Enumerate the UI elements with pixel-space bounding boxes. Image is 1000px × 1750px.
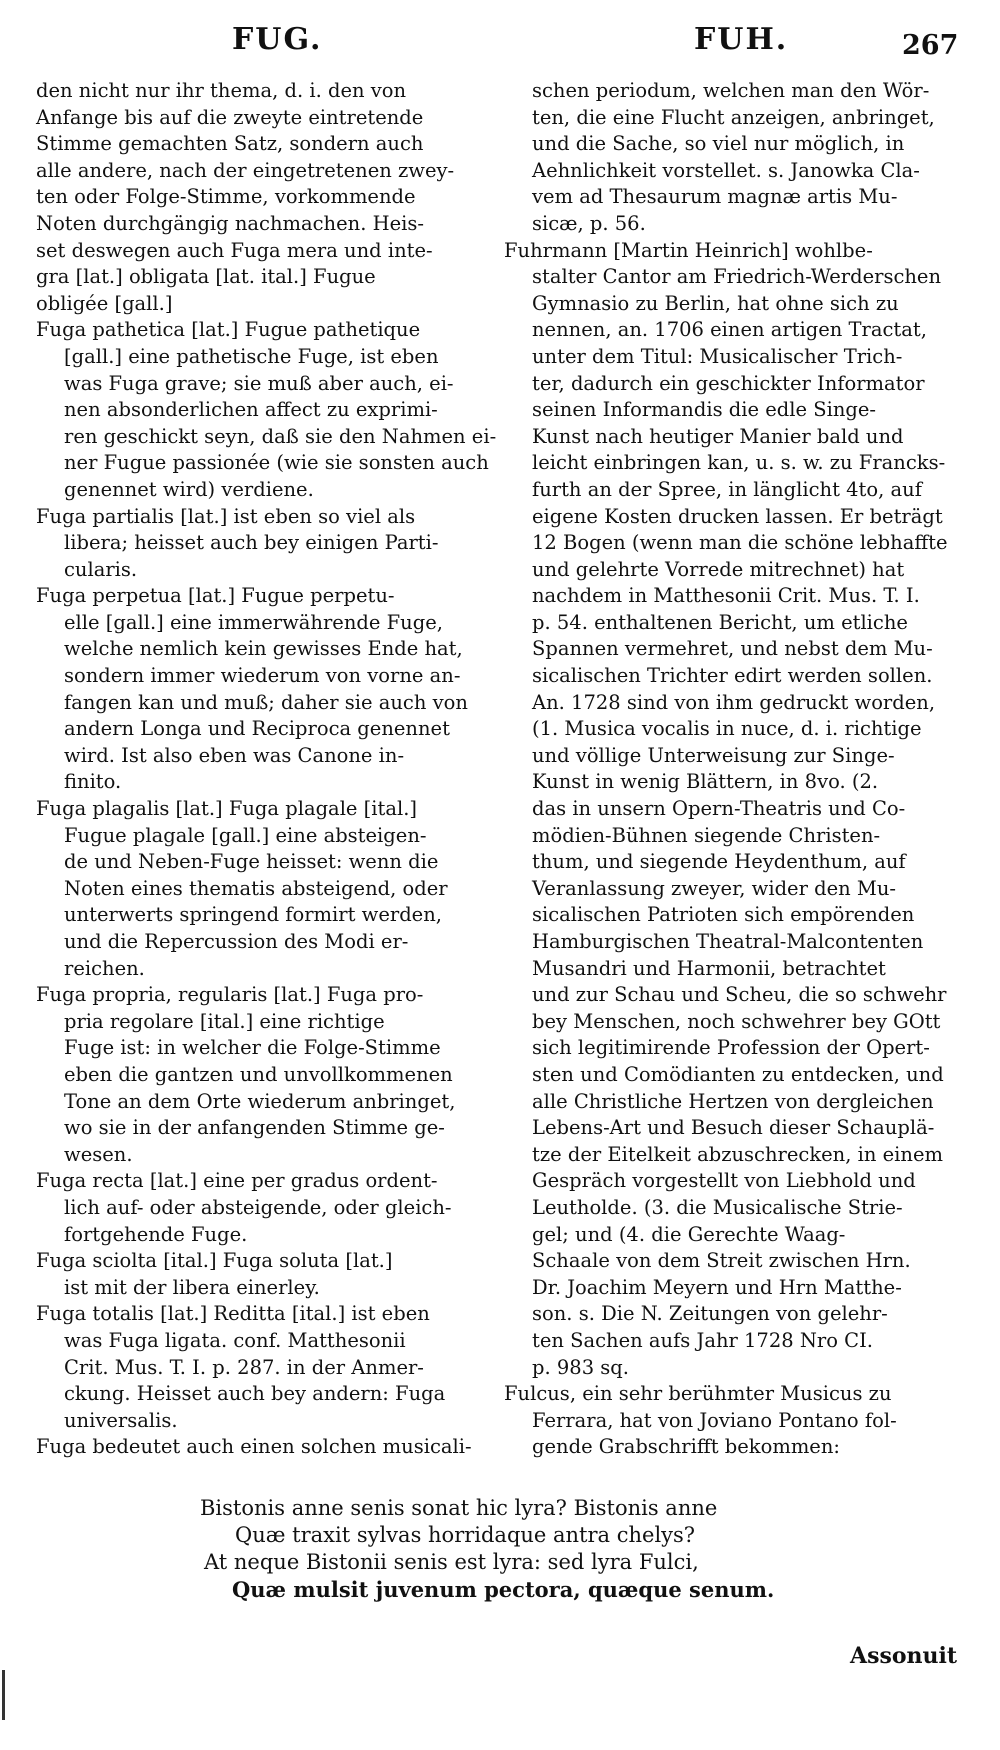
- text-line: Kunst nach heutiger Manier bald und: [532, 424, 904, 448]
- text-line: cularis.: [64, 557, 138, 581]
- text-line: [gall.] eine pathetische Fuge, ist eben: [64, 344, 439, 368]
- entry-continuation: [36, 78, 484, 317]
- text-line: fortgehende Fuge.: [64, 1222, 248, 1246]
- text-line: wesen.: [64, 1142, 133, 1166]
- text-line: eigene Kosten drucken lassen. Er beträgt: [532, 504, 943, 528]
- text-line: unterwerts springend formirt werden,: [64, 903, 442, 927]
- text-line: was Fuga grave; sie muß aber auch, ei-: [64, 371, 454, 395]
- entry-headword-line: Fuga plagalis [lat.] Fuga plagale [ital.]: [36, 797, 418, 821]
- text-line: ren geschickt seyn, daß sie den Nahmen ei-: [64, 424, 497, 448]
- text-line: alle andere, nach der eingetretenen zwey-: [36, 158, 455, 182]
- entry-headword-line: Fuga perpetua [lat.] Fugue perpetu-: [36, 584, 395, 608]
- text-line: de und Neben-Fuge heisset: wenn die: [64, 850, 439, 874]
- text-line: Noten eines thematis absteigend, oder: [64, 876, 448, 900]
- text-line: son. s. Die N. Zeitungen von gelehr-: [532, 1302, 888, 1326]
- binding-edge-mark: [2, 1670, 5, 1720]
- text-line: ter, dadurch ein geschickter Informator: [532, 371, 925, 395]
- catchword: Assonuit: [850, 1643, 958, 1669]
- text-line: andern Longa und Reciproca genennet: [64, 717, 450, 741]
- entry-headword-line: Fuga recta [lat.] eine per gradus ordent-: [36, 1169, 438, 1193]
- entry-headword-line: Fuga propria, regularis [lat.] Fuga pro-: [36, 983, 424, 1007]
- text-line: Spannen vermehret, und nebst dem Mu-: [532, 637, 933, 661]
- text-line: p. 54. enthaltenen Bericht, um etliche: [532, 610, 908, 634]
- text-line: Veranlassung zweyer, wider den Mu-: [532, 876, 897, 900]
- text-line: p. 983 sq.: [532, 1355, 629, 1379]
- text-line: schen periodum, welchen man den Wör-: [532, 79, 930, 102]
- text-line: sten und Comödianten zu entdecken, und: [532, 1062, 944, 1086]
- entry-headword-line: Fuhrmann [Martin Heinrich] wohlbe-: [504, 238, 873, 262]
- text-line: furth an der Spree, in länglicht 4to, auf: [532, 477, 922, 501]
- text-line: welche nemlich kein gewisses Ende hat,: [64, 637, 463, 661]
- entry-fuga-plagalis: [36, 796, 484, 982]
- text-line: ner Fugue passionée (wie sie sonsten auch: [64, 451, 489, 475]
- text-line: libera; heisset auch bey einigen Parti-: [64, 531, 439, 555]
- text-line: gra [lat.] obligata [lat. ital.] Fugue: [36, 265, 376, 289]
- text-line: und völlige Unterweisung zur Singe-: [532, 743, 895, 767]
- entry-headword-line: Fulcus, ein sehr berühmter Musicus zu: [504, 1382, 892, 1406]
- text-line: finito.: [64, 770, 122, 794]
- text-line: und zur Schau und Scheu, die so schwehr: [532, 983, 947, 1007]
- text-line: wo sie in der anfangenden Stimme ge-: [64, 1116, 445, 1140]
- entry-headword-line: Fuga bedeutet auch einen solchen musicali-: [36, 1435, 472, 1459]
- text-line: An. 1728 sind von ihm gedruckt worden,: [532, 690, 936, 714]
- text-line: mödien-Bühnen siegende Christen-: [532, 823, 881, 847]
- entry-fuga-partialis: [36, 504, 484, 584]
- text-line: Kunst in wenig Blättern, in 8vo. (2.: [532, 770, 879, 794]
- text-line: gende Grabschrifft bekommen:: [532, 1435, 840, 1459]
- text-line: elle [gall.] eine immerwährende Fuge,: [64, 610, 443, 634]
- text-line: Fuge ist: in welcher die Folge-Stimme: [64, 1036, 441, 1060]
- text-line: Ferrara, hat von Joviano Pontano fol-: [532, 1408, 897, 1432]
- left-column: [36, 78, 497, 1461]
- text-line: Tone an dem Orte wiederum anbringet,: [64, 1089, 456, 1113]
- text-line: Leutholde. (3. die Musicalische Strie-: [532, 1195, 903, 1219]
- right-column: [504, 78, 954, 1461]
- text-line: alle Christliche Hertzen von dergleichen: [532, 1089, 934, 1113]
- text-line: tze der Eitelkeit abzuschrecken, in einem: [532, 1142, 943, 1166]
- text-line: eben die gantzen und unvollkommenen: [64, 1062, 453, 1086]
- text-line: sicalischen Patrioten sich empörenden: [532, 903, 915, 927]
- text-line: ist mit der libera einerley.: [64, 1275, 320, 1299]
- text-line: ckung. Heisset auch bey andern: Fuga: [64, 1382, 446, 1406]
- text-line: bey Menschen, noch schwehrer bey GOtt: [532, 1009, 941, 1033]
- entry-fuga-propria: [36, 982, 484, 1168]
- text-line: thum, und siegende Heydenthum, auf: [532, 850, 906, 874]
- entry-fuga-recta: [36, 1168, 484, 1248]
- text-line: gel; und (4. die Gerechte Waag-: [532, 1222, 846, 1246]
- text-line: (1. Musica vocalis in nuce, d. i. richtige: [532, 717, 922, 741]
- text-line: nennen, an. 1706 einen artigen Tractat,: [532, 318, 927, 342]
- entry-headword-line: Fuga pathetica [lat.] Fugue pathetique: [36, 318, 421, 342]
- running-head-left: FUG.: [232, 22, 323, 57]
- entry-fuhrmann: [504, 238, 954, 1382]
- text-line: stalter Cantor am Friedrich-Werderschen: [532, 265, 942, 289]
- text-line: universalis.: [64, 1408, 178, 1432]
- entry-fuga-totalis: [36, 1301, 484, 1434]
- text-line: seinen Informandis die edle Singe-: [532, 398, 877, 422]
- text-line: das in unsern Opern-Theatris und Co-: [532, 797, 906, 821]
- text-line: set deswegen auch Fuga mera und inte-: [36, 238, 433, 262]
- entry-fuga-pathetica: [36, 317, 497, 503]
- entry-fuga-perpetua: [36, 583, 484, 796]
- text-line: Crit. Mus. T. I. p. 287. in der Anmer-: [64, 1355, 424, 1379]
- text-line: und die Repercussion des Modi er-: [64, 930, 409, 953]
- text-line: Gespräch vorgestellt von Liebhold und: [532, 1169, 916, 1193]
- text-line: sicæ, p. 56.: [532, 211, 646, 235]
- text-line: Lebens-Art und Besuch dieser Schauplä-: [532, 1116, 935, 1140]
- text-line: vem ad Thesaurum magnæ artis Mu-: [532, 185, 898, 209]
- text-line: genennet wird) verdiene.: [64, 477, 314, 501]
- text-line: reichen.: [64, 956, 145, 980]
- text-line: ten, die eine Flucht anzeigen, anbringet,: [532, 105, 935, 129]
- page-number: 267: [902, 30, 959, 61]
- text-line: sondern immer wiederum von vorne an-: [64, 664, 461, 688]
- text-line: fangen kan und muß; daher sie auch von: [64, 690, 468, 714]
- entry-fuga-sciolta: [36, 1248, 484, 1301]
- poem-line: At neque Bistonii senis est lyra: sed lyra Fulci,: [204, 1550, 699, 1574]
- text-line: und die Sache, so viel nur möglich, in: [532, 132, 905, 156]
- poem-line: Bistonis anne senis sonat hic lyra? Bistonis anne: [200, 1496, 718, 1520]
- text-line: leicht einbringen kan, u. s. w. zu Francks-: [532, 451, 946, 475]
- text-line: obligée [gall.]: [36, 291, 173, 315]
- text-line: Schaale von dem Streit zwischen Hrn.: [532, 1249, 911, 1273]
- text-line: unter dem Titul: Musicalischer Trich-: [532, 344, 903, 368]
- poem-line: Quæ mulsit juvenum pectora, quæque senum.: [232, 1577, 775, 1602]
- poem-line: Quæ traxit sylvas horridaque antra chelys?: [235, 1523, 696, 1547]
- text-line: wird. Ist also eben was Canone in-: [64, 743, 405, 767]
- text-line: Hamburgischen Theatral-Malcontenten: [532, 930, 924, 953]
- entry-fulcus: [504, 1381, 954, 1461]
- text-line: nachdem in Matthesonii Crit. Mus. T. I.: [532, 584, 920, 608]
- text-line: Aehnlichkeit vorstellet. s. Janowka Cla-: [532, 158, 920, 182]
- text-line: Fugue plagale [gall.] eine absteigen-: [64, 823, 427, 847]
- text-line: Noten durchgängig nachmachen. Heis-: [36, 211, 424, 235]
- epitaph-poem: [160, 1495, 860, 1603]
- text-line: sich legitimirende Profession der Opert-: [532, 1036, 930, 1060]
- text-line: und gelehrte Vorrede mitrechnet) hat: [532, 557, 905, 581]
- entry-headword-line: Fuga partialis [lat.] ist eben so viel als: [36, 504, 416, 528]
- entry-continuation: [504, 78, 954, 238]
- text-line: Musandri und Harmonii, betrachtet: [532, 956, 886, 980]
- text-line: ten oder Folge-Stimme, vorkommende: [36, 185, 416, 209]
- text-line: Dr. Joachim Meyern und Hrn Matthe-: [532, 1275, 902, 1299]
- text-line: ten Sachen aufs Jahr 1728 Nro CI.: [532, 1328, 873, 1352]
- text-line: Gymnasio zu Berlin, hat ohne sich zu: [532, 291, 899, 315]
- entry-fuga-bedeutet: [36, 1434, 484, 1461]
- text-line: was Fuga ligata. conf. Matthesonii: [64, 1328, 406, 1352]
- text-line: pria regolare [ital.] eine richtige: [64, 1009, 385, 1033]
- text-line: 12 Bogen (wenn man die schöne lebhaffte: [532, 531, 948, 555]
- text-line: nen absonderlichen affect zu exprimi-: [64, 398, 438, 422]
- entry-headword-line: Fuga totalis [lat.] Reditta [ital.] ist eben: [36, 1302, 430, 1326]
- text-line: den nicht nur ihr thema, d. i. den von: [36, 79, 407, 102]
- text-line: Stimme gemachten Satz, sondern auch: [36, 132, 424, 156]
- running-head-right: FUH.: [694, 22, 789, 57]
- entry-headword-line: Fuga sciolta [ital.] Fuga soluta [lat.]: [36, 1249, 393, 1273]
- text-line: lich auf- oder absteigende, oder gleich-: [64, 1195, 452, 1219]
- text-line: Anfange bis auf die zweyte eintretende: [36, 105, 424, 129]
- text-line: sicalischen Trichter edirt werden sollen.: [532, 664, 933, 688]
